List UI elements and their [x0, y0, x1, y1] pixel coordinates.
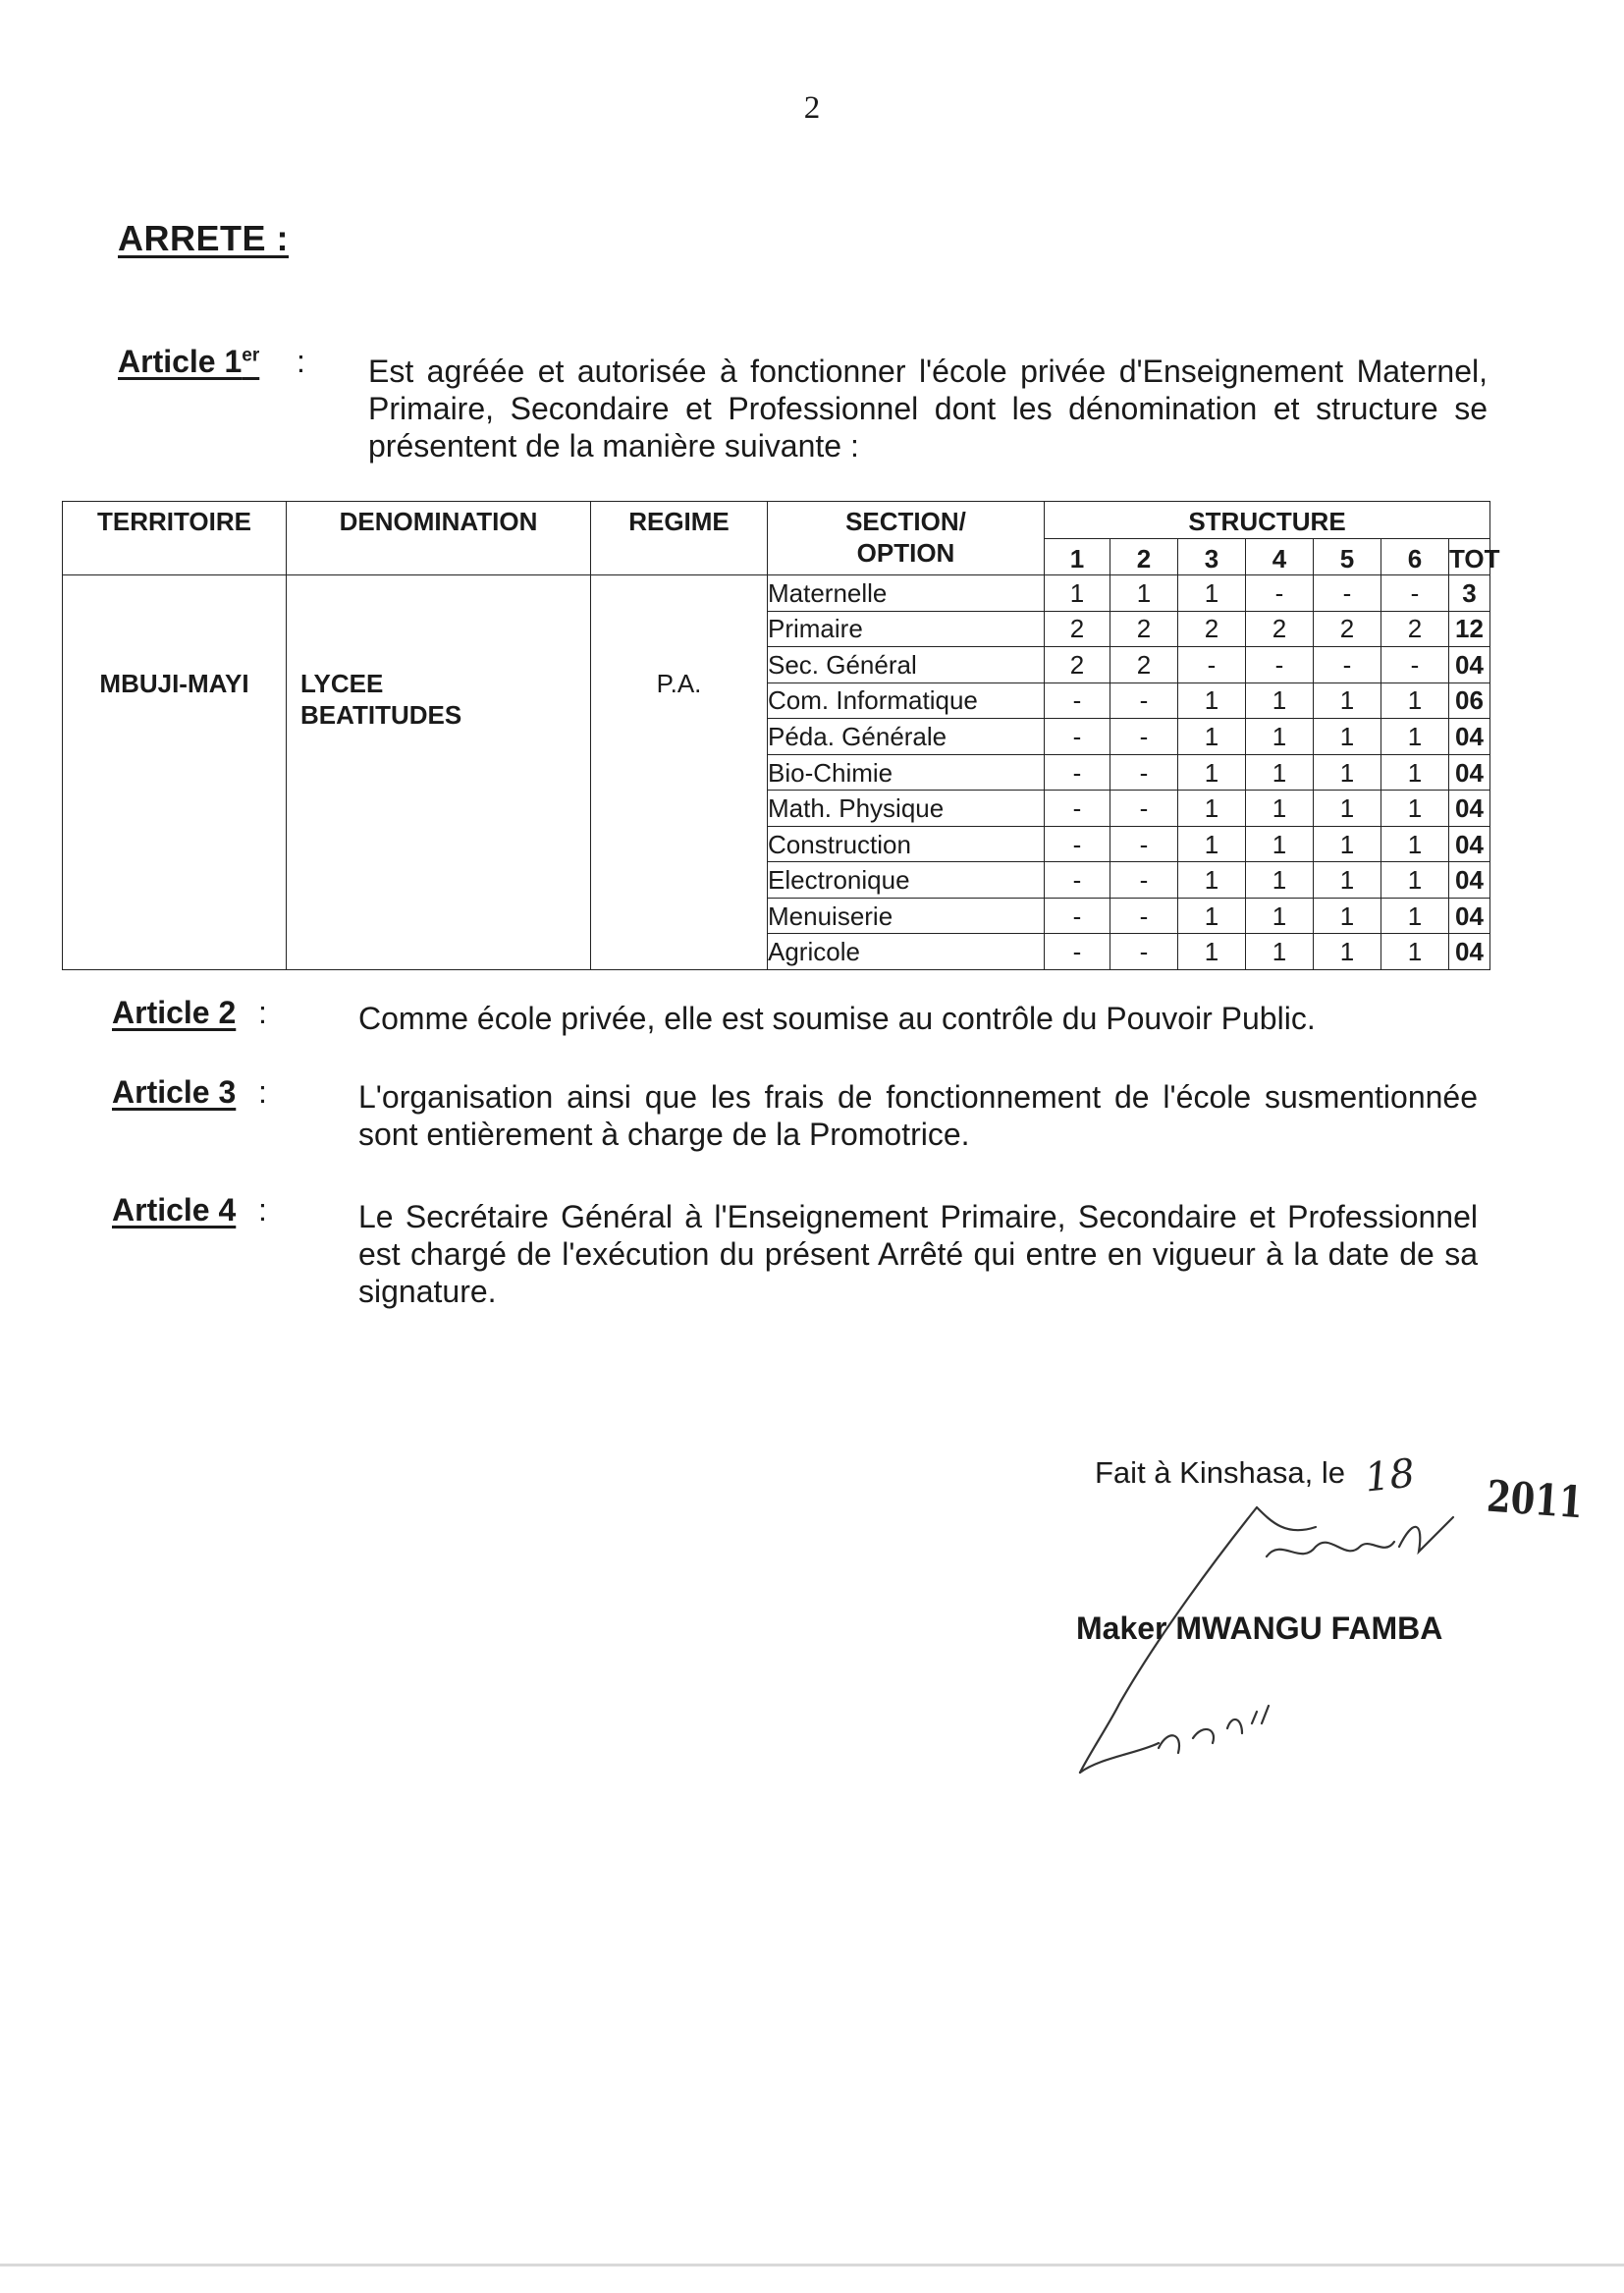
section-option-cell: Bio-Chimie	[768, 754, 1045, 791]
territoire-cell	[63, 575, 287, 970]
decree-heading: ARRETE :	[118, 218, 289, 258]
total-cell: 04	[1449, 647, 1490, 683]
regime-value: P.A.	[656, 669, 702, 699]
level-6-cell: 1	[1381, 934, 1449, 970]
section-option-cell: Agricole	[768, 934, 1045, 970]
level-4-cell: 1	[1246, 898, 1314, 934]
header-level-6: 6	[1381, 538, 1449, 575]
level-1-cell: -	[1045, 934, 1110, 970]
table-body	[63, 575, 1490, 970]
header-territoire: TERRITOIRE	[63, 502, 287, 575]
signature-stroke-paraphe	[1159, 1706, 1269, 1753]
total-cell: 04	[1449, 791, 1490, 827]
school-structure-table	[62, 501, 1500, 970]
article-1-label	[118, 344, 259, 380]
level-6-cell: 1	[1381, 719, 1449, 755]
article-2-label: Article 2	[112, 995, 237, 1030]
level-6-cell: -	[1381, 575, 1449, 612]
article-4-label: Article 4	[112, 1192, 237, 1228]
level-4-cell: 2	[1246, 611, 1314, 647]
total-cell: 04	[1449, 754, 1490, 791]
section-option-cell: Maternelle	[768, 575, 1045, 612]
signature-stroke-tail	[1080, 1743, 1159, 1773]
article-4-colon: :	[258, 1192, 267, 1228]
level-5-cell: 1	[1314, 862, 1381, 899]
level-1-cell: 1	[1045, 575, 1110, 612]
level-2-cell: -	[1110, 719, 1178, 755]
level-4-cell: 1	[1246, 682, 1314, 719]
section-option-cell: Electronique	[768, 862, 1045, 899]
header-regime: REGIME	[591, 502, 768, 575]
section-option-cell: Com. Informatique	[768, 682, 1045, 719]
header-level-1: 1	[1045, 538, 1110, 575]
level-4-cell: 1	[1246, 754, 1314, 791]
level-6-cell: 1	[1381, 862, 1449, 899]
level-1-cell: -	[1045, 719, 1110, 755]
article-1-colon: :	[297, 344, 305, 379]
total-cell: 12	[1449, 611, 1490, 647]
level-2-cell: -	[1110, 754, 1178, 791]
level-5-cell: -	[1314, 647, 1381, 683]
total-cell: 04	[1449, 898, 1490, 934]
level-6-cell: 1	[1381, 682, 1449, 719]
level-2-cell: 1	[1110, 575, 1178, 612]
level-5-cell: 1	[1314, 754, 1381, 791]
level-3-cell: 1	[1178, 862, 1246, 899]
level-3-cell: 1	[1178, 682, 1246, 719]
level-1-cell: -	[1045, 826, 1110, 862]
territoire-value: MBUJI-MAYI	[99, 669, 249, 699]
level-3-cell: 1	[1178, 719, 1246, 755]
level-4-cell: 1	[1246, 719, 1314, 755]
level-6-cell: 2	[1381, 611, 1449, 647]
level-2-cell: -	[1110, 934, 1178, 970]
header-structure: STRUCTURE	[1045, 502, 1490, 539]
section-option-cell: Péda. Générale	[768, 719, 1045, 755]
level-5-cell: -	[1314, 575, 1381, 612]
header-total: TOT	[1449, 538, 1490, 575]
level-1-cell: 2	[1045, 647, 1110, 683]
total-cell: 04	[1449, 934, 1490, 970]
total-cell: 04	[1449, 719, 1490, 755]
level-2-cell: 2	[1110, 611, 1178, 647]
level-4-cell: 1	[1246, 934, 1314, 970]
signature-stroke-hook	[1257, 1507, 1316, 1530]
level-2-cell: -	[1110, 791, 1178, 827]
denomination-value: LYCEE BEATITUDES	[300, 669, 462, 731]
section-option-cell: Construction	[768, 826, 1045, 862]
level-5-cell: 1	[1314, 826, 1381, 862]
level-3-cell: 1	[1178, 575, 1246, 612]
total-cell: 04	[1449, 862, 1490, 899]
header-level-5: 5	[1314, 538, 1381, 575]
level-5-cell: 1	[1314, 719, 1381, 755]
header-section-option: SECTION/ OPTION	[768, 502, 1045, 575]
bottom-edge-line	[0, 2264, 1624, 2266]
level-3-cell: 1	[1178, 826, 1246, 862]
level-4-cell: 1	[1246, 862, 1314, 899]
table-row	[63, 575, 1490, 612]
total-cell: 06	[1449, 682, 1490, 719]
article-1-label-text: Article 1	[118, 344, 243, 379]
level-1-cell: 2	[1045, 611, 1110, 647]
regime-cell	[591, 575, 768, 970]
level-3-cell: 2	[1178, 611, 1246, 647]
level-1-cell: -	[1045, 862, 1110, 899]
level-1-cell: -	[1045, 791, 1110, 827]
level-2-cell: -	[1110, 682, 1178, 719]
level-1-cell: -	[1045, 898, 1110, 934]
level-5-cell: 2	[1314, 611, 1381, 647]
level-3-cell: -	[1178, 647, 1246, 683]
header-level-2: 2	[1110, 538, 1178, 575]
level-5-cell: 1	[1314, 898, 1381, 934]
header-level-3: 3	[1178, 538, 1246, 575]
level-1-cell: -	[1045, 682, 1110, 719]
level-4-cell: -	[1246, 575, 1314, 612]
level-2-cell: -	[1110, 862, 1178, 899]
date-year-stamp: 2011	[1485, 1471, 1585, 1529]
article-1-text: Est agréée et autorisée à fonctionner l'école privée d'Enseignement Maternel, Primaire, Secondaire et Professionnel dont les dénomination et structure se présentent de la manière suivante :	[368, 354, 1488, 464]
level-5-cell: 1	[1314, 791, 1381, 827]
page-number: 2	[803, 90, 821, 126]
level-2-cell: 2	[1110, 647, 1178, 683]
article-3-label: Article 3	[112, 1074, 237, 1110]
level-6-cell: 1	[1381, 791, 1449, 827]
signature-place: Fait à Kinshasa, le	[1095, 1455, 1346, 1490]
level-3-cell: 1	[1178, 754, 1246, 791]
handwritten-date: 18	[1362, 1450, 1418, 1501]
signatory-name: Maker MWANGU FAMBA	[1076, 1611, 1443, 1646]
level-3-cell: 1	[1178, 791, 1246, 827]
level-5-cell: 1	[1314, 934, 1381, 970]
section-option-cell: Sec. Général	[768, 647, 1045, 683]
level-6-cell: -	[1381, 647, 1449, 683]
level-6-cell: 1	[1381, 754, 1449, 791]
level-4-cell: 1	[1246, 791, 1314, 827]
level-4-cell: 1	[1246, 826, 1314, 862]
article-1-label-superscript: er	[242, 345, 260, 366]
header-level-4: 4	[1246, 538, 1314, 575]
section-option-cell: Math. Physique	[768, 791, 1045, 827]
table-header-row	[63, 502, 1490, 539]
signature-stroke-flourish	[1399, 1517, 1453, 1552]
header-denomination: DENOMINATION	[287, 502, 591, 575]
section-option-cell: Menuiserie	[768, 898, 1045, 934]
level-2-cell: -	[1110, 898, 1178, 934]
denomination-cell	[287, 575, 591, 970]
level-6-cell: 1	[1381, 826, 1449, 862]
article-2-colon: :	[258, 995, 267, 1030]
level-2-cell: -	[1110, 826, 1178, 862]
article-2-text: Comme école privée, elle est soumise au contrôle du Pouvoir Public.	[358, 1001, 1316, 1036]
article-4-text: Le Secrétaire Général à l'Enseignement Primaire, Secondaire et Professionnel est chargé de l'exécution du présent Arrêté qui entre en vigueur à la date de sa signature.	[358, 1199, 1478, 1309]
section-option-cell: Primaire	[768, 611, 1045, 647]
total-cell: 04	[1449, 826, 1490, 862]
level-3-cell: 1	[1178, 898, 1246, 934]
signature-stroke-initials	[1267, 1542, 1394, 1556]
level-5-cell: 1	[1314, 682, 1381, 719]
total-cell: 3	[1449, 575, 1490, 612]
level-1-cell: -	[1045, 754, 1110, 791]
level-6-cell: 1	[1381, 898, 1449, 934]
level-4-cell: -	[1246, 647, 1314, 683]
article-3-text: L'organisation ainsi que les frais de fonctionnement de l'école susmentionnée sont entièrement à charge de la Promotrice.	[358, 1079, 1478, 1152]
level-3-cell: 1	[1178, 934, 1246, 970]
article-3-colon: :	[258, 1074, 267, 1110]
